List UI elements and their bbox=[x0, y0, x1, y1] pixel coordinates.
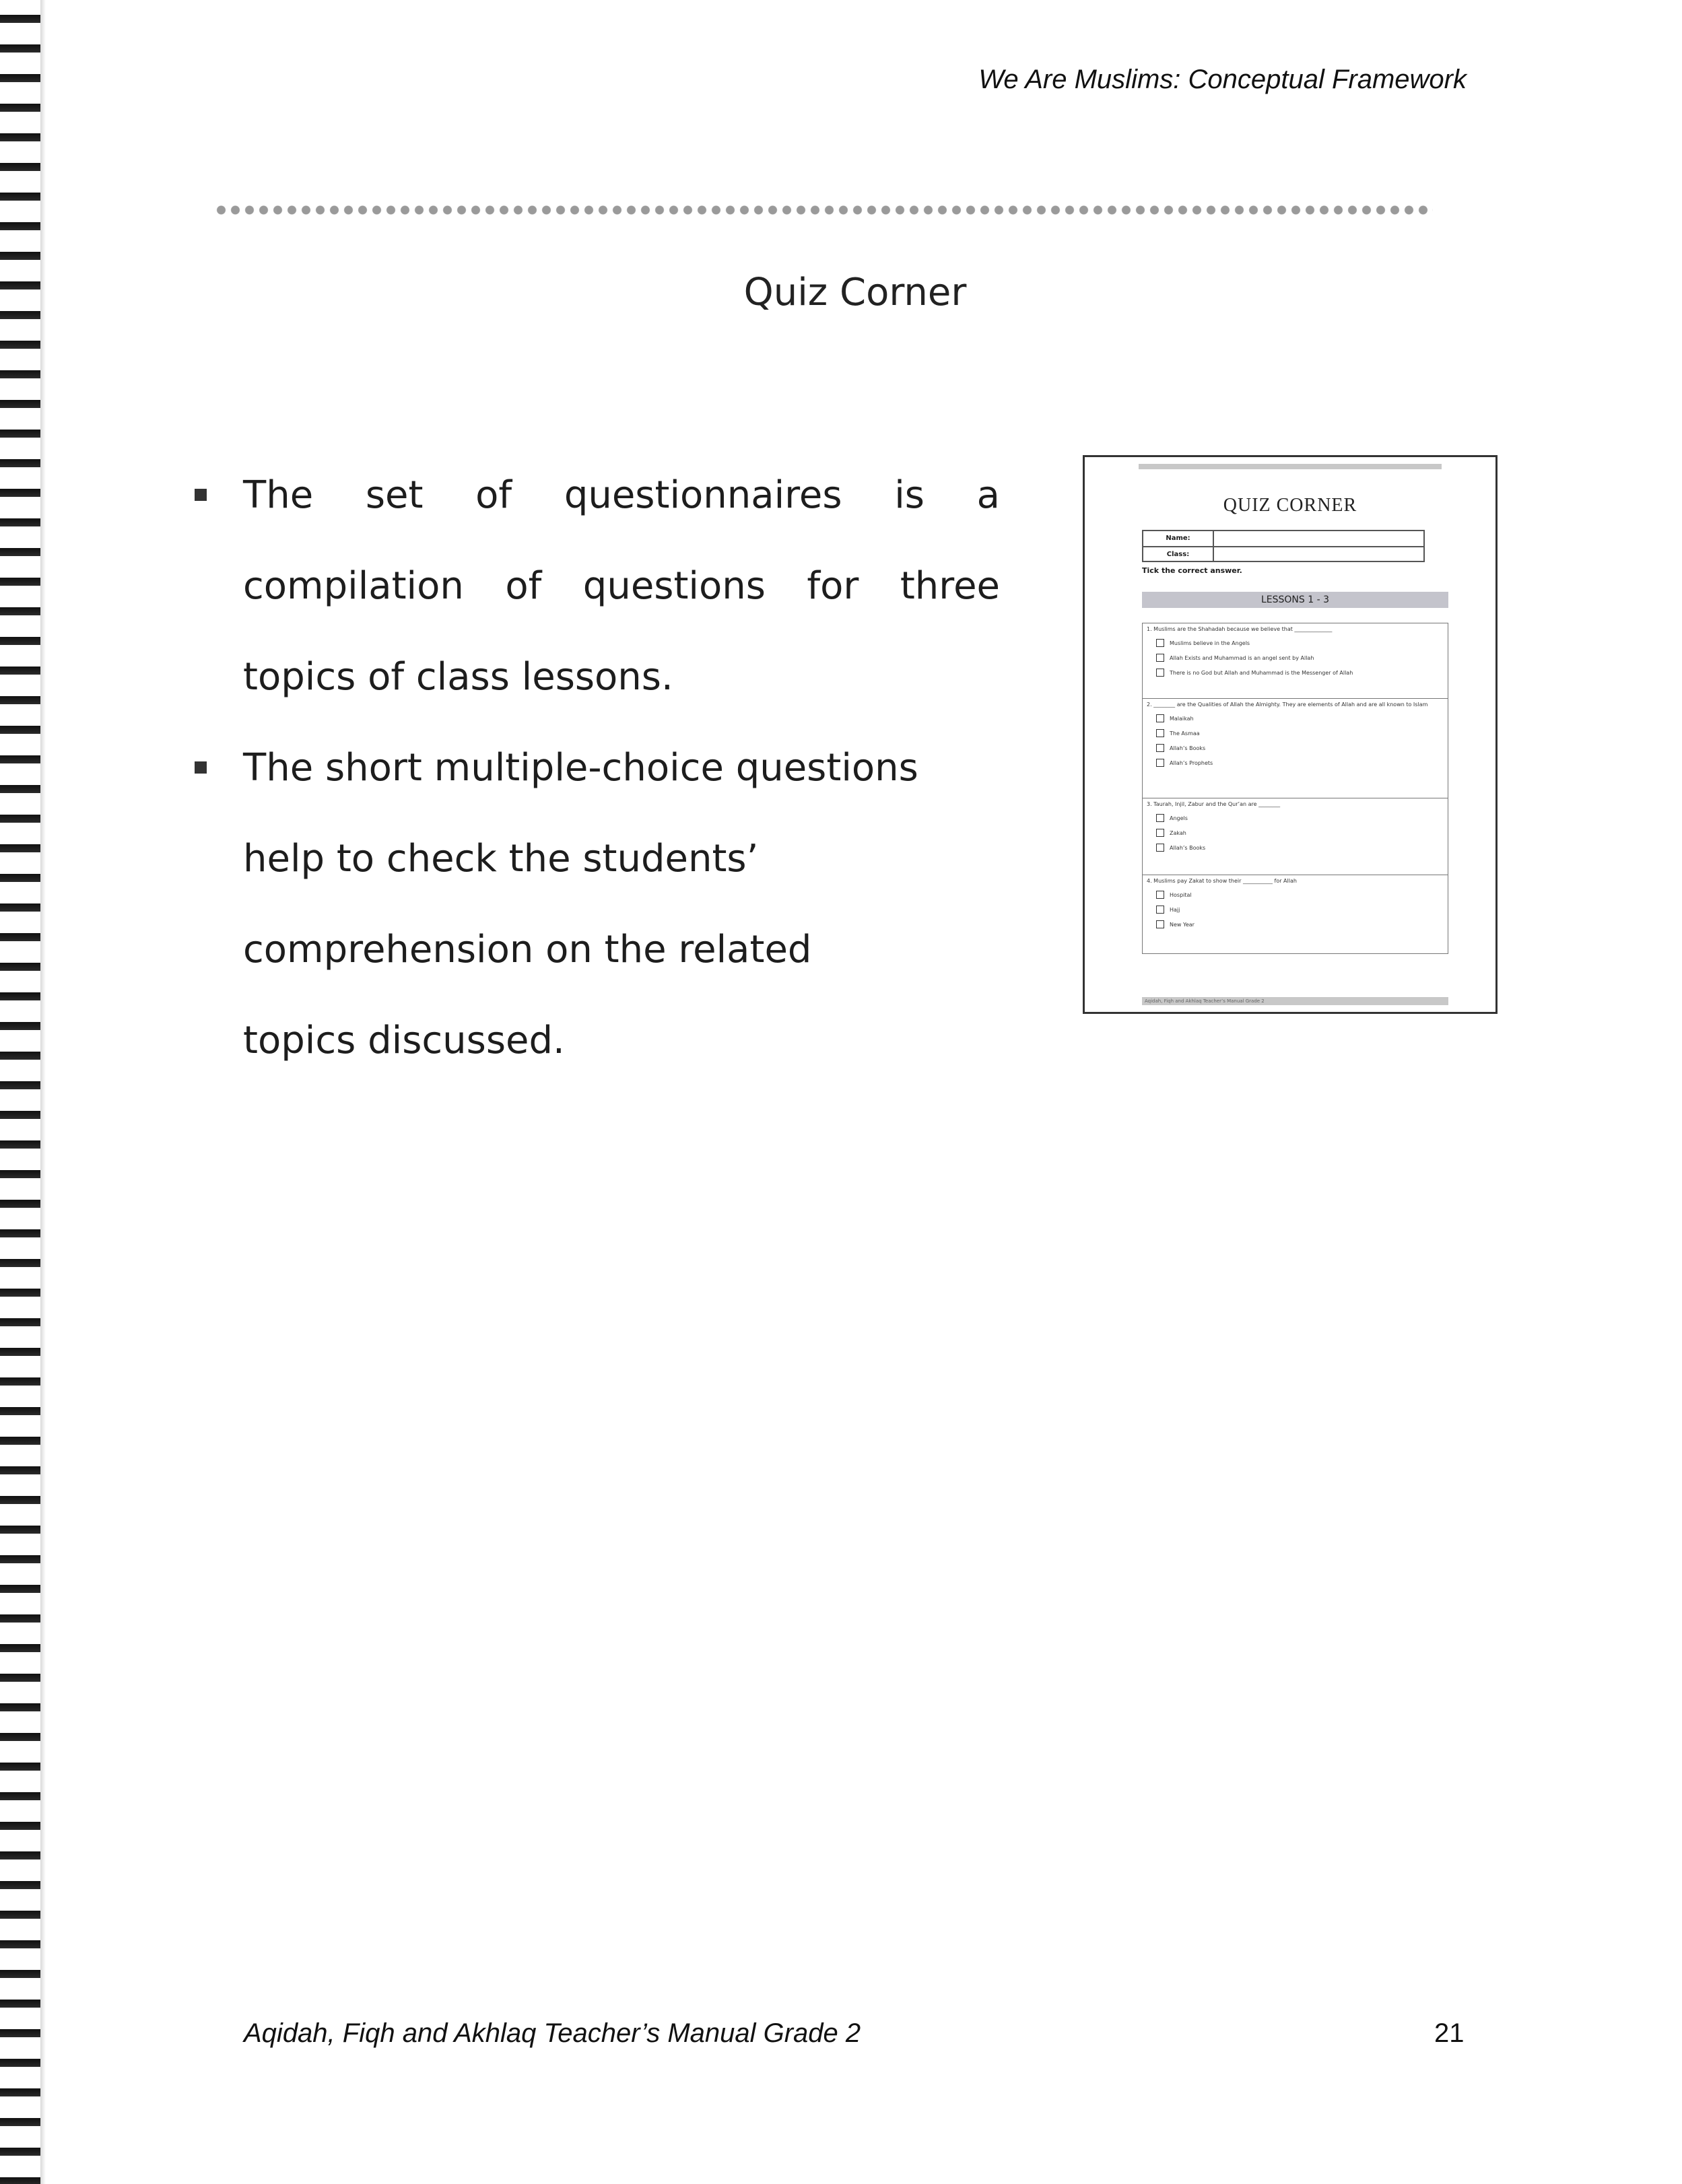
option-text: Angels bbox=[1170, 815, 1188, 821]
option-text: Hospital bbox=[1170, 891, 1192, 898]
answer-option bbox=[1147, 639, 1444, 647]
option-text: The Asmaa bbox=[1170, 730, 1200, 737]
question-text: 1. Muslims are the Shahadah because we believe that ______________ bbox=[1147, 626, 1333, 632]
thumbnail-footer: Aqidah, Fiqh and Akhlaq Teacher’s Manual Grade 2 bbox=[1142, 997, 1448, 1005]
thumbnail-instruction: Tick the correct answer. bbox=[1142, 566, 1242, 575]
answer-option bbox=[1147, 669, 1444, 677]
thumbnail-title: QUIZ CORNER bbox=[1223, 495, 1357, 516]
answer-option bbox=[1147, 759, 1444, 767]
dotted-divider bbox=[214, 202, 1433, 218]
quiz-question bbox=[1142, 798, 1448, 875]
bullet-text: The short multiple-choice questions help to check the students’ comprehension on the related topics discussed. bbox=[243, 746, 918, 1062]
quiz-question bbox=[1142, 623, 1448, 698]
class-row bbox=[1143, 546, 1423, 562]
quiz-question bbox=[1142, 875, 1448, 954]
option-text: New Year bbox=[1170, 921, 1195, 928]
thumbnail-header-bar bbox=[1139, 464, 1442, 469]
question-text: 3. Taurah, Injil, Zabur and the Qur’an are ________ bbox=[1147, 801, 1281, 807]
answer-option bbox=[1147, 729, 1444, 737]
option-text: Zakah bbox=[1170, 829, 1186, 836]
running-footer: Aqidah, Fiqh and Akhlaq Teacher’s Manual Grade 2 bbox=[244, 2018, 861, 2048]
checkbox-icon bbox=[1156, 744, 1164, 752]
option-text: Allah’s Books bbox=[1170, 745, 1206, 751]
option-text: Malaikah bbox=[1170, 715, 1194, 722]
checkbox-icon bbox=[1156, 829, 1164, 837]
binding-shadow bbox=[40, 0, 46, 2184]
checkbox-icon bbox=[1156, 639, 1164, 647]
answer-option bbox=[1147, 829, 1444, 837]
spiral-binding bbox=[0, 0, 40, 2184]
answer-option bbox=[1147, 891, 1444, 899]
bullet-list bbox=[192, 450, 1000, 1086]
square-bullet-icon bbox=[195, 489, 207, 501]
section-title: Quiz Corner bbox=[743, 271, 967, 314]
checkbox-icon bbox=[1156, 844, 1164, 852]
answer-option bbox=[1147, 654, 1444, 662]
checkbox-icon bbox=[1156, 729, 1164, 737]
answer-option bbox=[1147, 744, 1444, 752]
name-class-box bbox=[1142, 530, 1425, 562]
option-text: There is no God but Allah and Muhammad is the Messenger of Allah bbox=[1170, 669, 1353, 676]
bullet-item bbox=[192, 450, 1000, 722]
answer-option bbox=[1147, 714, 1444, 722]
lesson-bar: LESSONS 1 - 3 bbox=[1142, 592, 1448, 608]
bullet-item bbox=[192, 722, 1000, 1086]
option-text: Hajj bbox=[1170, 906, 1180, 913]
answer-option bbox=[1147, 920, 1444, 928]
bullet-text: The set of questionnaires is a compilation of questions for three topics of class lessons. bbox=[243, 473, 1000, 699]
answer-option bbox=[1147, 814, 1444, 822]
question-text: 4. Muslims pay Zakat to show their ___________ for Allah bbox=[1147, 878, 1297, 884]
checkbox-icon bbox=[1156, 814, 1164, 822]
quiz-question bbox=[1142, 698, 1448, 798]
checkbox-icon bbox=[1156, 759, 1164, 767]
checkbox-icon bbox=[1156, 714, 1164, 722]
option-text: Allah’s Books bbox=[1170, 844, 1206, 851]
square-bullet-icon bbox=[195, 761, 207, 774]
checkbox-icon bbox=[1156, 906, 1164, 914]
name-label: Name: bbox=[1143, 531, 1214, 546]
answer-option bbox=[1147, 906, 1444, 914]
option-text: Allah Exists and Muhammad is an angel sent by Allah bbox=[1170, 654, 1314, 661]
name-row bbox=[1143, 531, 1423, 546]
checkbox-icon bbox=[1156, 669, 1164, 677]
option-text: Muslims believe in the Angels bbox=[1170, 640, 1250, 646]
checkbox-icon bbox=[1156, 891, 1164, 899]
option-text: Allah’s Prophets bbox=[1170, 759, 1213, 766]
running-header: We Are Muslims: Conceptual Framework bbox=[978, 65, 1467, 94]
question-text: 2. ________ are the Qualities of Allah the Almighty. They are elements of Allah and are all known to Islam bbox=[1147, 702, 1428, 708]
checkbox-icon bbox=[1156, 920, 1164, 928]
quiz-corner-thumbnail bbox=[1083, 455, 1498, 1014]
answer-option bbox=[1147, 844, 1444, 852]
class-label: Class: bbox=[1143, 547, 1214, 562]
checkbox-icon bbox=[1156, 654, 1164, 662]
page-number: 21 bbox=[1434, 2018, 1465, 2048]
